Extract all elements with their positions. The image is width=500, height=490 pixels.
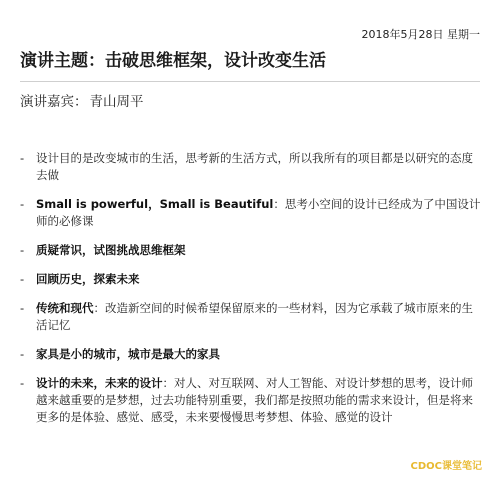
bullet-marker: -: [20, 301, 25, 315]
list-item-bold: 质疑常识，试图挑战思维框架: [36, 243, 186, 257]
bullet-marker: -: [20, 151, 25, 165]
bullet-marker: -: [20, 243, 25, 257]
list-item: [20, 346, 482, 363]
list-item-bold: 家具是小的城市，城市是最大的家具: [36, 347, 220, 361]
list-item: [20, 300, 482, 334]
bullet-marker: -: [20, 272, 25, 286]
list-item: [20, 196, 482, 230]
list-item-bold: Small is powerful，Small is Beautiful: [36, 197, 274, 211]
bullet-marker: -: [20, 347, 25, 361]
date-label: 2018年5月28日 星期一: [361, 28, 480, 41]
list-item-text: ：思考小空间的设计已经成为了中国设计师的必修课: [36, 197, 481, 228]
speaker-name: 青山周平: [89, 94, 144, 110]
speaker-label: 演讲嘉宾：: [20, 94, 88, 110]
watermark-logo: CDOC课堂笔记: [410, 461, 482, 472]
list-item-bold: 传统和现代: [36, 301, 94, 315]
list-item-text: ：改造新空间的时候希望保留原来的一些材料，因为它承载了城市原来的生活记忆: [36, 301, 473, 332]
list-item-text: 设计目的是改变城市的生活，思考新的生活方式，所以我所有的项目都是以研究的态度去做: [36, 151, 473, 182]
list-item: [20, 271, 482, 288]
title-divider: [20, 81, 480, 82]
bullet-marker: -: [20, 197, 25, 211]
list-item: [20, 150, 482, 184]
list-item: [20, 375, 482, 426]
list-item-bold: 回顾历史，探索未来: [36, 272, 140, 286]
list-item-bold: 设计的未来，未来的设计: [36, 376, 163, 390]
list-item: [20, 242, 482, 259]
speaker-line: [20, 90, 144, 110]
list-item-text: ：对人、对互联网、对人工智能、对设计梦想的思考，设计师越来越重要的是梦想，过去功能特别重要，我们都是按照功能的需求来设计，但是将来更多的是体验、感觉、感受，未来要慢慢思考梦想、体验、感觉的设计: [36, 376, 473, 424]
notes-list: [20, 150, 482, 438]
page-title: 演讲主题：击破思维框架，设计改变生活: [20, 51, 326, 71]
bullet-marker: -: [20, 376, 25, 390]
